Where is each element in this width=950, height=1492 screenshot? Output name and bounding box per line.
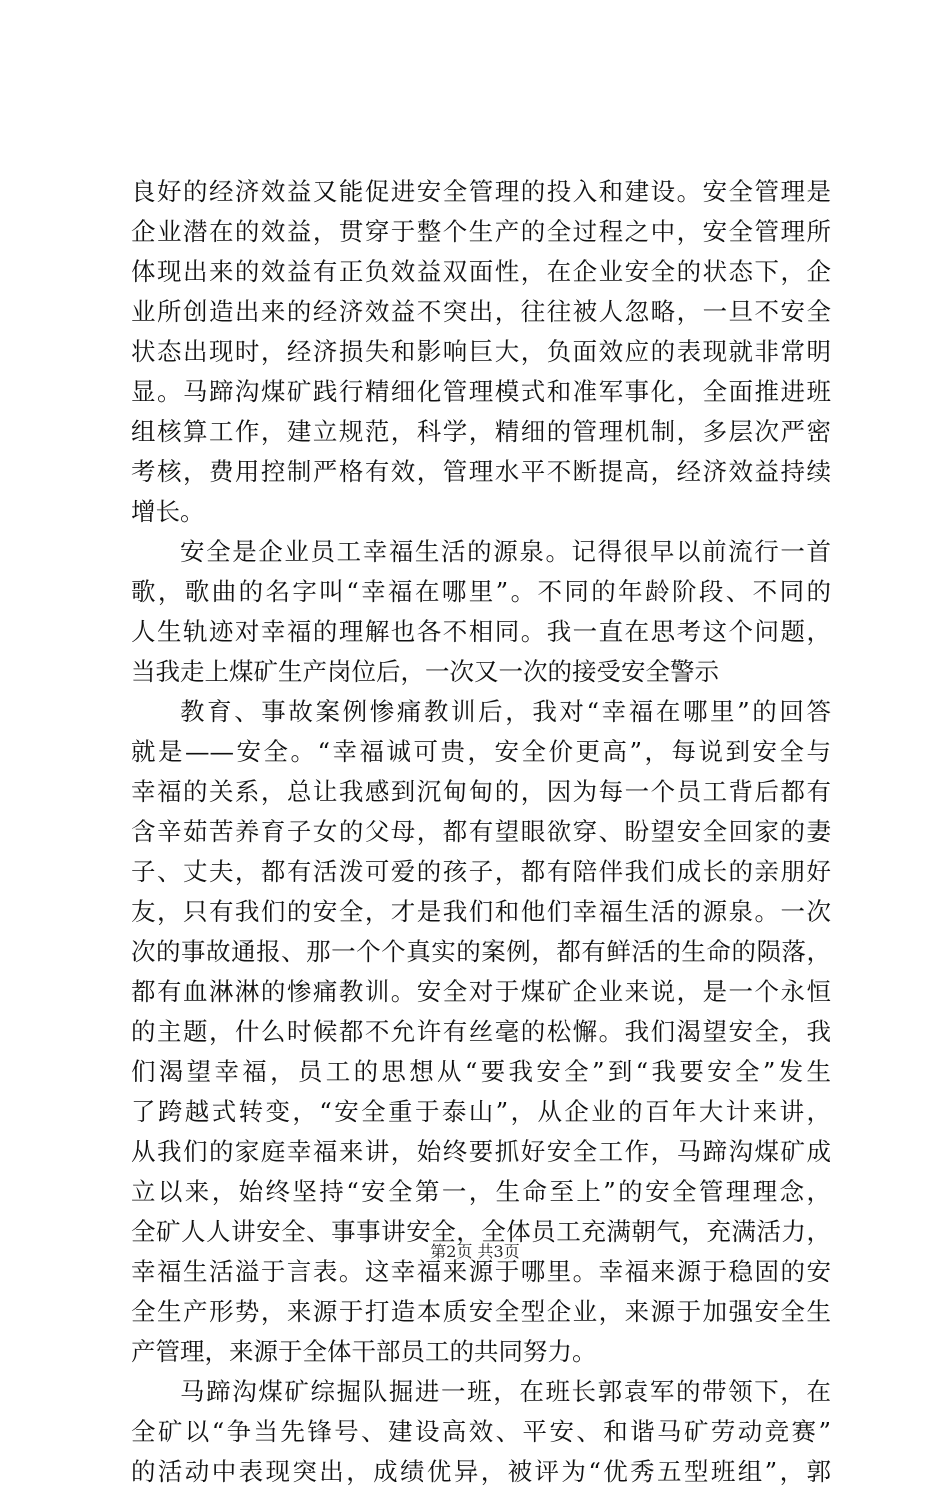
text-line: 状态出现时，经济损失和影响巨大，负面效应的表现就非常明	[131, 337, 831, 366]
text-line: 显。马蹄沟煤矿践行精细化管理模式和准军事化，全面推进班	[131, 377, 831, 406]
text-line: 教育、事故案例惨痛教训后，我对“幸福在哪里”的回答	[180, 697, 831, 726]
text-line: 的主题，什么时候都不允许有丝毫的松懈。我们渴望安全，我	[131, 1017, 831, 1046]
text-line: 了跨越式转变，“安全重于泰山”，从企业的百年大计来讲，	[131, 1097, 831, 1126]
text-line: 幸福生活溢于言表。这幸福来源于哪里。幸福来源于稳固的安	[131, 1257, 831, 1286]
body-text	[131, 172, 831, 1492]
text-line: 当我走上煤矿生产岗位后，一次又一次的接受安全警示	[131, 657, 719, 686]
text-line: 次的事故通报、那一个个真实的案例，都有鲜活的生命的陨落，	[131, 937, 831, 966]
text-line: 组核算工作，建立规范，科学，精细的管理机制，多层次严密	[131, 417, 831, 446]
text-line: 含辛茹苦养育子女的父母，都有望眼欲穿、盼望安全回家的妻	[131, 817, 831, 846]
page-footer: 第2页 共3页	[430, 1242, 520, 1261]
text-line: 全矿以“争当先锋号、建设高效、平安、和谐马矿劳动竞赛”	[131, 1417, 831, 1446]
text-line: 人生轨迹对幸福的理解也各不相同。我一直在思考这个问题，	[131, 617, 831, 646]
text-line: 友，只有我们的安全，才是我们和他们幸福生活的源泉。一次	[131, 897, 831, 926]
text-line: 企业潜在的效益，贯穿于整个生产的全过程之中，安全管理所	[131, 217, 831, 246]
text-line: 产管理，来源于全体干部员工的共同努力。	[131, 1337, 597, 1366]
text-line: 良好的经济效益又能促进安全管理的投入和建设。安全管理是	[131, 177, 831, 206]
text-line: 子、丈夫，都有活泼可爱的孩子，都有陪伴我们成长的亲朋好	[131, 857, 831, 886]
text-line: 立以来，始终坚持“安全第一，生命至上”的安全管理理念，	[131, 1177, 831, 1206]
text-line: 都有血淋淋的惨痛教训。安全对于煤矿企业来说，是一个永恒	[131, 977, 831, 1006]
text-line: 全生产形势，来源于打造本质安全型企业，来源于加强安全生	[131, 1297, 831, 1326]
text-line: 安全是企业员工幸福生活的源泉。记得很早以前流行一首	[180, 537, 831, 566]
text-line: 的活动中表现突出，成绩优异，被评为“优秀五型班组”，郭	[131, 1457, 831, 1486]
text-line: 幸福的关系，总让我感到沉甸甸的，因为每一个员工背后都有	[131, 777, 831, 806]
text-line: 们渴望幸福，员工的思想从“要我安全”到“我要安全”发生	[131, 1057, 831, 1086]
text-line: 考核，费用控制严格有效，管理水平不断提高，经济效益持续	[131, 457, 831, 486]
text-line: 马蹄沟煤矿综掘队掘进一班，在班长郭袁军的带领下，在	[180, 1377, 831, 1406]
text-line: 体现出来的效益有正负效益双面性，在企业安全的状态下，企	[131, 257, 831, 286]
text-line: 歌，歌曲的名字叫“幸福在哪里”。不同的年龄阶段、不同的	[131, 577, 831, 606]
text-line: 就是——安全。“幸福诚可贵，安全价更高”，每说到安全与	[131, 737, 831, 766]
text-line: 业所创造出来的经济效益不突出，往往被人忽略，一旦不安全	[131, 297, 831, 326]
text-line: 全矿人人讲安全、事事讲安全，全体员工充满朝气，充满活力，	[131, 1217, 831, 1246]
text-line: 从我们的家庭幸福来讲，始终要抓好安全工作，马蹄沟煤矿成	[131, 1137, 831, 1166]
text-line: 增长。	[131, 497, 205, 526]
